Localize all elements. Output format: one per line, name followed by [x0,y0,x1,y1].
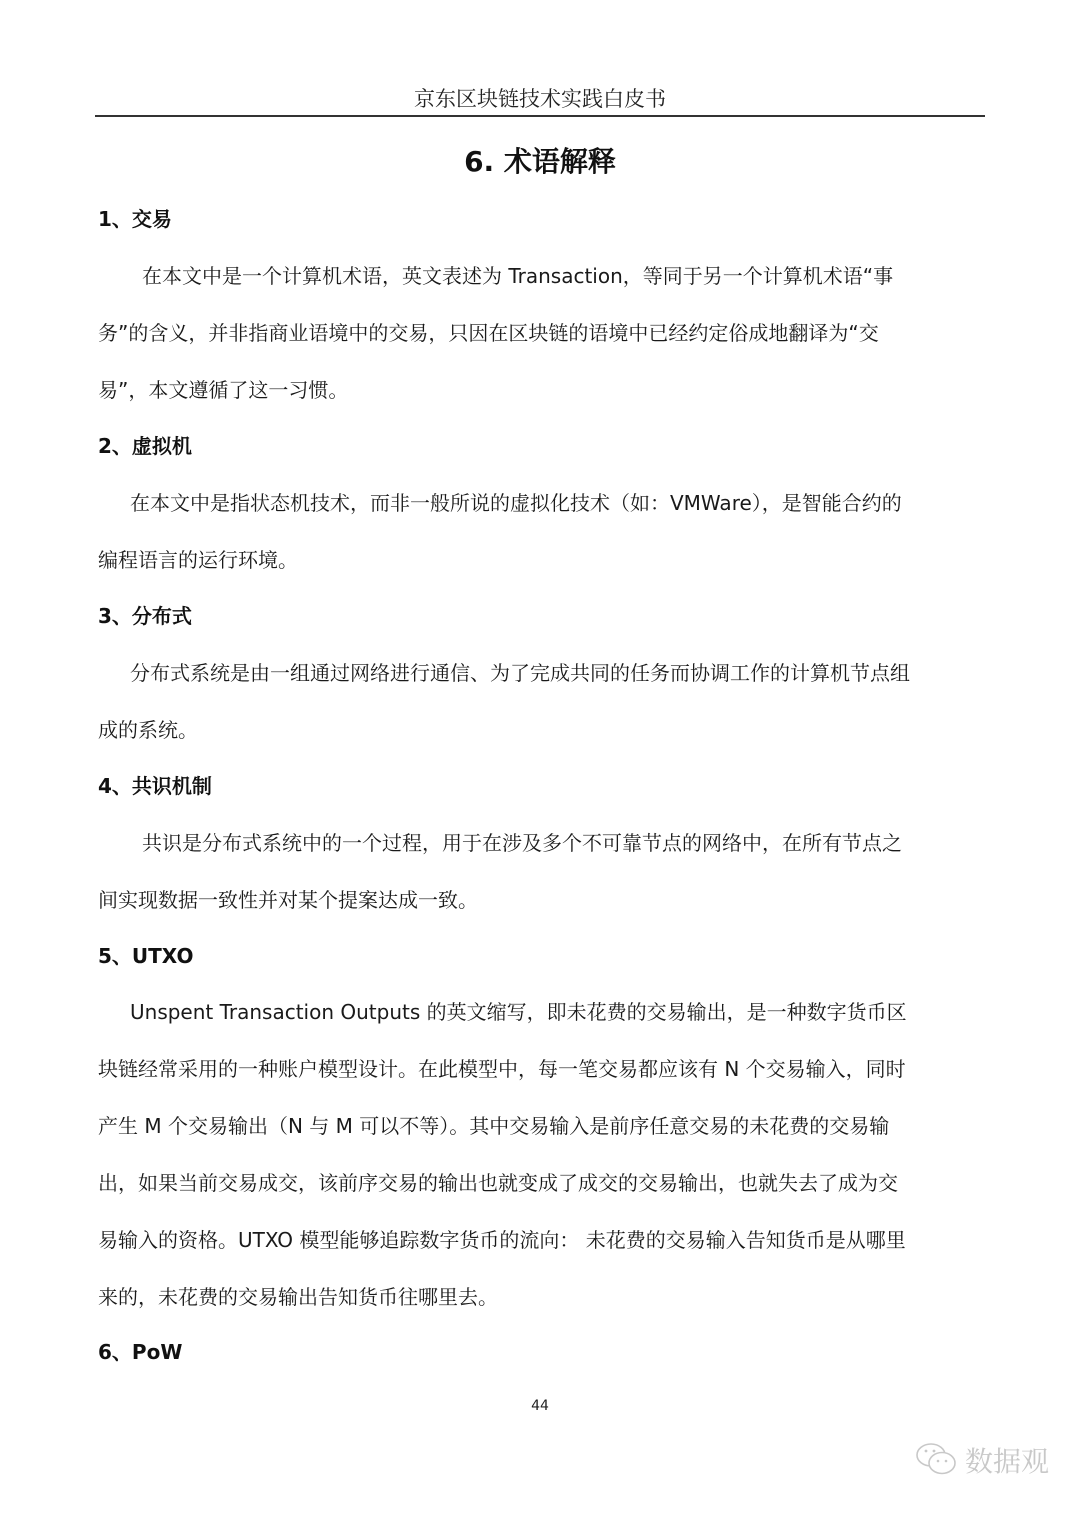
paragraph-line: 务”的含义，并非指商业语境中的交易，只因在区块链的语境中已经约定俗成地翻译为“交 [98,321,879,345]
wechat-icon [915,1441,959,1479]
paragraph-line: 分布式系统是由一组通过网络进行通信、为了完成共同的任务而协调工作的计算机节点组 [130,661,910,685]
page-number: 44 [531,1398,549,1414]
section-heading-utxo: 5、UTXO [98,944,194,968]
running-header-title: 京东区块链技术实践白皮书 [414,87,666,111]
chapter-title: 6. 术语解释 [464,145,616,178]
paragraph-line: 在本文中是一个计算机术语，英文表述为 Transaction，等同于另一个计算机术语“事 [142,264,894,288]
paragraph-line: 来的，未花费的交易输出告知货币往哪里去。 [98,1285,498,1309]
paragraph-line: Unspent Transaction Outputs 的英文缩写，即未花费的交易输出，是一种数字货币区 [130,1000,907,1024]
watermark-text: 数据观 [965,1445,1050,1478]
section-heading-virtual-machine: 2、虚拟机 [98,434,192,458]
paragraph-line: 成的系统。 [98,718,198,742]
paragraph-line: 在本文中是指状态机技术，而非一般所说的虚拟化技术（如：VMWare），是智能合约的 [130,491,902,515]
section-heading-pow: 6、PoW [98,1340,183,1364]
header-divider [95,115,985,117]
watermark [915,1440,1049,1480]
paragraph-line: 共识是分布式系统中的一个过程，用于在涉及多个不可靠节点的网络中，在所有节点之 [142,831,902,855]
section-heading-transaction: 1、交易 [98,207,172,231]
paragraph-line: 编程语言的运行环境。 [98,548,298,572]
paragraph-line: 间实现数据一致性并对某个提案达成一致。 [98,888,478,912]
paragraph-line: 易输入的资格。UTXO 模型能够追踪数字货币的流向： 未花费的交易输入告知货币是从哪里 [98,1228,906,1252]
paragraph-line: 出，如果当前交易成交，该前序交易的输出也就变成了成交的交易输出，也就失去了成为交 [98,1171,898,1195]
paragraph-line: 产生 M 个交易输出（N 与 M 可以不等）。其中交易输入是前序任意交易的未花费的交易输 [98,1114,890,1138]
paragraph-line: 块链经常采用的一种账户模型设计。在此模型中，每一笔交易都应该有 N 个交易输入，同时 [98,1057,906,1081]
paragraph-line: 易”，本文遵循了这一习惯。 [98,378,349,402]
section-heading-consensus: 4、共识机制 [98,774,212,798]
section-heading-distributed: 3、分布式 [98,604,192,628]
